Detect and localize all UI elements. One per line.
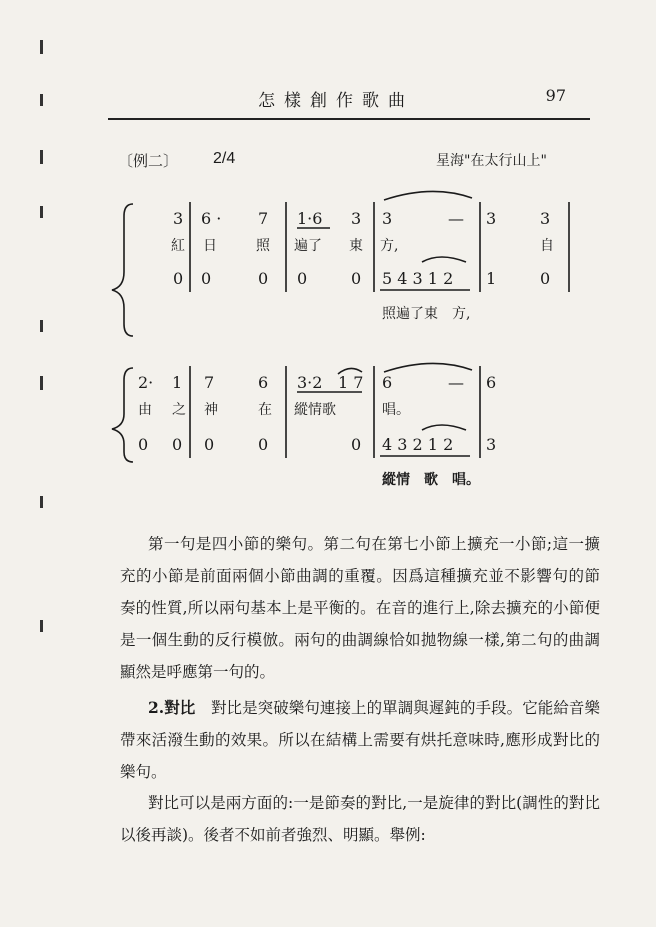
- note: 0: [258, 435, 269, 454]
- body-paragraph-2: [120, 692, 600, 788]
- time-signature: 2/4: [213, 150, 236, 167]
- note: 5 4 3 1 2: [382, 269, 454, 288]
- note: 1·6: [297, 209, 323, 228]
- note: 3: [173, 209, 184, 228]
- note: 3: [351, 209, 362, 228]
- slur-arc: [422, 425, 466, 430]
- page-number: 97: [545, 86, 566, 105]
- note: 6: [486, 373, 497, 392]
- section-text: 對比是突破樂句連接上的單調與遲鈍的手段。它能給音樂帶來活潑生動的效果。所以在結構上需要有烘托意味時,應形成對比的樂句。: [120, 698, 600, 781]
- lyric: 自: [540, 238, 554, 254]
- note: 0: [258, 269, 269, 288]
- note: 0: [173, 269, 184, 288]
- system-brace-2: [112, 368, 133, 462]
- lyric: 照: [256, 238, 270, 254]
- note: 0: [351, 269, 362, 288]
- margin-mark: [40, 94, 43, 106]
- note: 3·2: [297, 373, 323, 392]
- note: 1: [486, 269, 497, 288]
- note: 3: [540, 209, 551, 228]
- lyric: 由: [138, 402, 152, 418]
- system-brace-1: [112, 204, 133, 336]
- note: 7: [204, 373, 215, 392]
- lyric-below: 縱情 歌 唱。: [382, 472, 480, 488]
- note: 7: [258, 209, 269, 228]
- tie-arc: [384, 363, 472, 372]
- note: 3: [486, 435, 497, 454]
- note: 1: [172, 373, 183, 392]
- note: 0: [172, 435, 183, 454]
- body-paragraph-3: 對比可以是兩方面的:一是節奏的對比,一是旋律的對比(調性的對比以後再談)。後者不如前者強烈、明顯。舉例:: [120, 793, 600, 844]
- note: 4 3 2 1 2: [382, 435, 454, 454]
- lyric: 遍了: [294, 238, 322, 254]
- note: 6 ·: [201, 209, 222, 228]
- slur-arc: [422, 257, 466, 262]
- note: 1 7: [338, 373, 364, 392]
- lyric: 日: [203, 238, 217, 254]
- example-label: 〔例二〕: [118, 152, 179, 170]
- body-paragraph-1: 第一句是四小節的樂句。第二句在第七小節上擴充一小節;這一擴充的小節是前面兩個小節曲調的重覆。因爲這種擴充並不影響句的節奏的性質,所以兩句基本上是平衡的。在音的進行上,除去擴充的小節便是一個生動的反行模倣。兩句的曲調線恰如拋物線一樣,第二句的曲調顯然是呼應第一句的。: [120, 534, 600, 681]
- lyric: 之: [172, 402, 186, 418]
- lyric-below: 照遍了東 方,: [382, 306, 471, 322]
- lyric: 在: [258, 402, 272, 418]
- lyric: 神: [204, 402, 218, 418]
- note: 0: [297, 269, 308, 288]
- note: 6: [258, 373, 269, 392]
- lyric: 唱。: [382, 402, 410, 418]
- tie-arc: [384, 191, 472, 200]
- note: 0: [540, 269, 551, 288]
- note: 0: [351, 435, 362, 454]
- section-title: 2.對比: [148, 697, 196, 717]
- lyric: 縱情歌: [294, 402, 336, 418]
- lyric: 紅: [171, 238, 185, 254]
- note: 0: [201, 269, 212, 288]
- note: 0: [138, 435, 149, 454]
- note: 2·: [138, 373, 154, 392]
- lyric: 方,: [380, 238, 399, 254]
- lyric: 東: [349, 238, 363, 254]
- system-2-notes: [138, 373, 496, 488]
- note: 3: [486, 209, 497, 228]
- running-title: 怎樣創作歌曲: [258, 91, 414, 111]
- note: —: [448, 373, 464, 392]
- margin-mark: [40, 620, 43, 632]
- note: 0: [204, 435, 215, 454]
- margin-mark: [40, 40, 43, 54]
- margin-mark: [40, 320, 43, 332]
- source-credit: 星海"在太行山上": [436, 153, 547, 169]
- margin-mark: [40, 150, 43, 164]
- note: 6: [382, 373, 393, 392]
- margin-mark: [40, 496, 43, 508]
- margin-mark: [40, 376, 43, 390]
- margin-mark: [40, 206, 43, 218]
- system-1-notes: [171, 209, 554, 322]
- note: 3: [382, 209, 393, 228]
- note: —: [448, 209, 464, 228]
